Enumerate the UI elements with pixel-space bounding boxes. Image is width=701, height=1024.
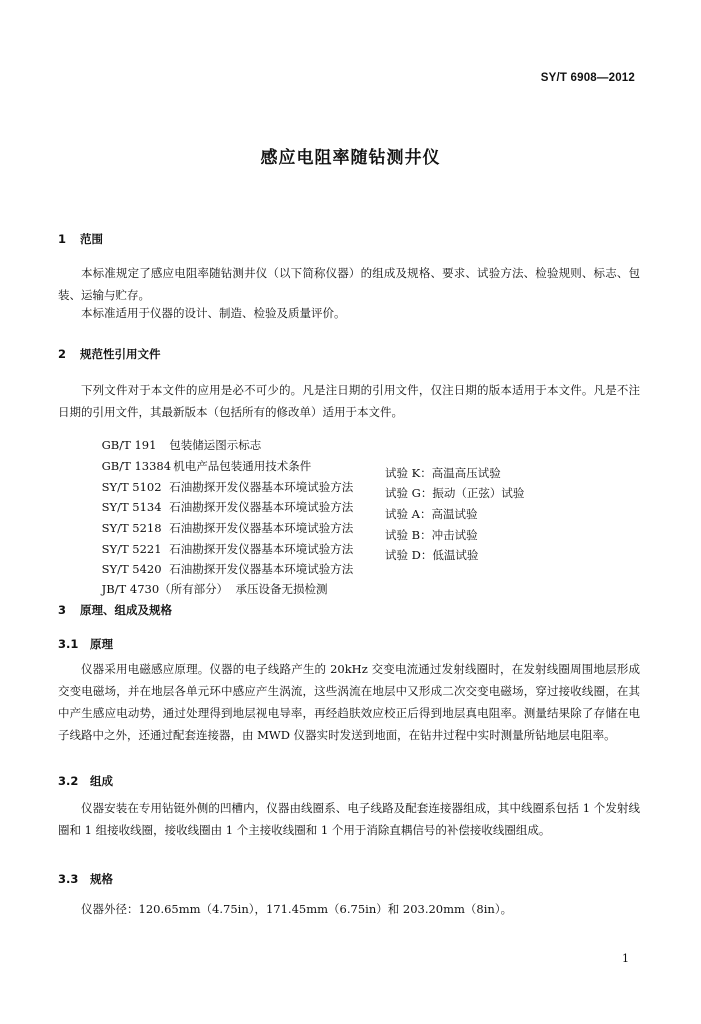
reference-title: 机电产品包装通用技术条件	[173, 459, 312, 473]
section-number: 2	[58, 347, 67, 361]
section-3-2-heading	[58, 773, 113, 789]
reference-title: 石油勘探开发仪器基本环境试验方法	[169, 480, 354, 494]
section-title: 组成	[90, 774, 113, 788]
section-3-3-heading	[58, 871, 113, 887]
section-title: 范围	[80, 232, 103, 246]
reference-title: 石油勘探开发仪器基本环境试验方法	[169, 562, 354, 576]
reference-code: SY/T 5420	[101, 562, 162, 576]
section-3-1-heading	[58, 636, 113, 652]
reference-test: 试验 K：高温高压试验	[385, 466, 501, 480]
section-number: 3.3	[58, 872, 79, 886]
section-number: 3.2	[58, 774, 79, 788]
page-number: 1	[622, 952, 629, 965]
section-2-paragraph-1: 下列文件对于本文件的应用是必不可少的。凡是注日期的引用文件，仅注日期的版本适用于本文件。凡是不注日期的引用文件，其最新版本（包括所有的修改单）适用于本文件。	[58, 383, 640, 419]
document-title: 感应电阻率随钻测井仪	[260, 148, 441, 168]
section-2-heading	[58, 346, 161, 362]
reference-code: GB/T 13384	[101, 459, 172, 473]
section-3-1-paragraph: 仪器采用电磁感应原理。仪器的电子线路产生的 20kHz 交变电流通过发射线圈时，在发射线圈周围地层形成交变电磁场，并在地层各单元环中感应产生涡流，这些涡流在地层中又形成二次交变电磁场，穿过接收线圈，在其中产生感应电动势，通过处理得到地层视电导率，再经趋肤效应校正后得到地层真电阻率。测量结果除了存储在电子线路中之外，还通过配套连接器，由 MWD 仪器实时发送到地面，在钻井过程中实时测量所钻地层电阻率。	[58, 662, 640, 742]
reference-test: 试验 G：振动（正弦）试验	[385, 486, 525, 500]
reference-title: 承压设备无损检测	[235, 582, 328, 596]
section-title: 原理、组成及规格	[80, 603, 172, 617]
section-1-paragraph-1: 本标准规定了感应电阻率随钻测井仪（以下简称仪器）的组成及规格、要求、试验方法、检验规则、标志、包装、运输与贮存。	[58, 266, 640, 302]
reference-code: SY/T 5218	[101, 521, 162, 535]
reference-test: 试验 B：冲击试验	[385, 528, 478, 542]
reference-code: SY/T 5134	[101, 500, 162, 514]
standard-code: SY/T 6908—2012	[540, 72, 635, 84]
reference-test: 试验 A：高温试验	[385, 507, 478, 521]
section-number: 3	[58, 603, 67, 617]
reference-code: GB/T 191	[101, 438, 157, 452]
section-title: 规格	[90, 872, 113, 886]
reference-title: 石油勘探开发仪器基本环境试验方法	[169, 542, 354, 556]
reference-test: 试验 D：低温试验	[385, 548, 479, 562]
section-number: 1	[58, 232, 67, 246]
reference-code: SY/T 5102	[101, 480, 162, 494]
reference-code: JB/T 4730（所有部分）	[101, 582, 229, 596]
section-1-heading	[58, 231, 103, 247]
section-number: 3.1	[58, 637, 79, 651]
reference-code: SY/T 5221	[101, 542, 162, 556]
section-3-heading	[58, 602, 172, 618]
section-title: 规范性引用文件	[80, 347, 161, 361]
section-3-3-paragraph: 仪器外径：120.65mm（4.75in），171.45mm（6.75in）和 203.20mm（8in）。	[81, 902, 513, 916]
reference-title: 石油勘探开发仪器基本环境试验方法	[169, 500, 354, 514]
section-1-paragraph-2: 本标准适用于仪器的设计、制造、检验及质量评价。	[81, 306, 346, 320]
reference-title: 石油勘探开发仪器基本环境试验方法	[169, 521, 354, 535]
section-3-2-paragraph: 仪器安装在专用钻铤外侧的凹槽内，仪器由线圈系、电子线路及配套连接器组成，其中线圈系包括 1 个发射线圈和 1 组接收线圈，接收线圈由 1 个主接收线圈和 1 个用于消除直耦信号的补偿接收线圈组成。	[58, 801, 640, 837]
reference-title: 包装储运图示标志	[169, 438, 262, 452]
section-title: 原理	[90, 637, 113, 651]
